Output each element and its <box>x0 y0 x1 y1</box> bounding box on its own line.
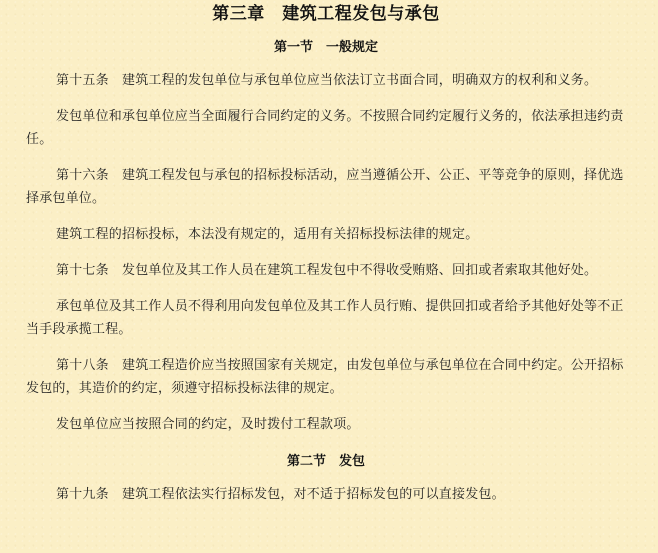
chapter-title: 第三章 建筑工程发包与承包 <box>212 4 440 24</box>
article-16-bidding-paragraph: 建筑工程的招标投标，本法没有规定的，适用有关招标投标法律的规定。 <box>56 227 479 242</box>
article-15-paragraph: 第十五条 建筑工程的发包单位与承包单位应当依法订立书面合同，明确双方的权利和义务。 <box>56 73 598 88</box>
article-15-obligation-paragraph: 发包单位和承包单位应当全面履行合同约定的义务。不按照合同约定履行义务的，依法承担违约责任。 <box>26 109 624 147</box>
article-16-paragraph: 第十六条 建筑工程发包与承包的招标投标活动，应当遵循公开、公正、平等竞争的原则，择优选择承包单位。 <box>26 168 624 206</box>
article-17-contractor-paragraph: 承包单位及其工作人员不得利用向发包单位及其工作人员行贿、提供回扣或者给予其他好处等不正当手段承揽工程。 <box>26 299 624 337</box>
section-title-contracting: 第二节 发包 <box>286 454 365 469</box>
article-18-payment-paragraph: 发包单位应当按照合同的约定，及时拨付工程款项。 <box>56 417 360 432</box>
article-18-paragraph: 第十八条 建筑工程造价应当按照国家有关规定，由发包单位与承包单位在合同中约定。公开招标发包的，其造价的约定，须遵守招标投标法律的规定。 <box>26 358 624 396</box>
section-title-general: 第一节 一般规定 <box>273 40 378 55</box>
article-19-paragraph: 第十九条 建筑工程依法实行招标发包，对不适于招标发包的可以直接发包。 <box>56 487 505 502</box>
article-17-paragraph: 第十七条 发包单位及其工作人员在建筑工程发包中不得收受贿赂、回扣或者索取其他好处。 <box>56 263 598 278</box>
